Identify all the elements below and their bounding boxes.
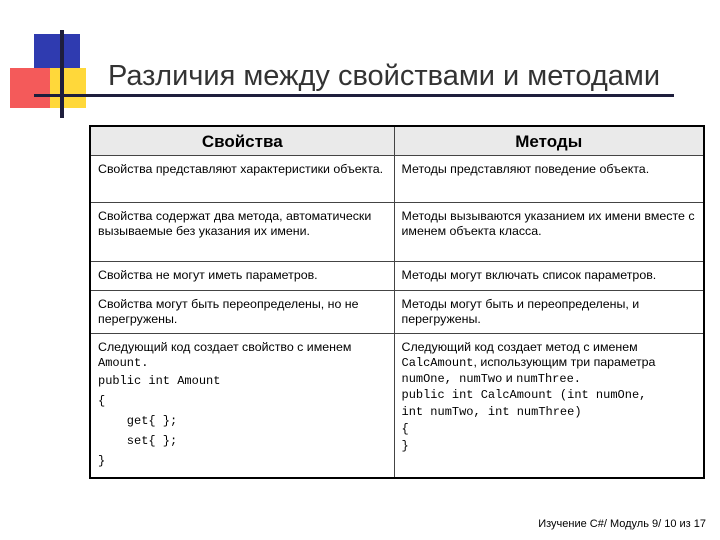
properties-cell: Свойства не могут иметь параметров.	[90, 262, 394, 291]
code-line: }	[98, 454, 106, 468]
methods-cell: Методы могут быть и переопределены, и перегружены.	[394, 291, 704, 334]
header-properties: Свойства	[90, 126, 394, 156]
properties-cell: Свойства могут быть переопределены, но не перегружены.	[90, 291, 394, 334]
title-underline	[34, 94, 674, 97]
code-line: }	[401, 439, 409, 453]
header-methods: Методы	[394, 126, 704, 156]
code-param: numThree	[516, 372, 574, 386]
code-intro: Следующий код создает свойство с именем	[98, 340, 352, 354]
code-line: public int Amount	[98, 374, 221, 388]
logo-square-yellow	[50, 68, 86, 108]
properties-cell: Свойства представляют характеристики объекта.	[90, 156, 394, 203]
logo-square-blue	[34, 34, 80, 72]
code-line: get{ };	[98, 414, 178, 428]
table-row	[90, 334, 704, 479]
methods-cell: Методы вызываются указанием их имени вместе с именем объекта класса.	[394, 203, 704, 262]
table-row	[90, 291, 704, 334]
code-method-name: CalcAmount	[401, 356, 474, 370]
code-param: numTwo	[459, 372, 503, 386]
table-row	[90, 203, 704, 262]
slide-footer: Изучение C#/ Модуль 9/ 10 из 17	[538, 518, 706, 530]
code-punct: .	[141, 356, 149, 370]
code-text: и	[502, 371, 517, 385]
slide-title: Различия между свойствами и методами	[108, 60, 661, 92]
logo-vertical-line	[60, 30, 64, 118]
properties-cell: Свойства содержат два метода, автоматически вызываемые без указания их имени.	[90, 203, 394, 262]
code-line: {	[98, 394, 106, 408]
code-param: numOne	[401, 372, 445, 386]
code-line: set{ };	[98, 434, 178, 448]
code-text: , использующим три параметра	[473, 355, 656, 369]
code-punct: ,	[444, 372, 460, 386]
code-line: public int CalcAmount (int numOne,	[401, 388, 647, 402]
properties-code-cell	[90, 334, 394, 479]
code-line: int numTwo, int numThree)	[401, 405, 582, 419]
methods-code-cell	[394, 334, 704, 479]
code-punct: .	[573, 372, 581, 386]
code-line: {	[401, 422, 409, 436]
code-intro: Следующий код создает метод с именем	[401, 340, 638, 354]
code-property-name: Amount	[98, 356, 142, 370]
methods-cell: Методы представляют поведение объекта.	[394, 156, 704, 203]
methods-cell: Методы могут включать список параметров.	[394, 262, 704, 291]
table-row	[90, 262, 704, 291]
comparison-table	[89, 125, 705, 479]
table-header-row	[90, 126, 704, 156]
table-row	[90, 156, 704, 203]
logo-square-red	[10, 68, 54, 108]
